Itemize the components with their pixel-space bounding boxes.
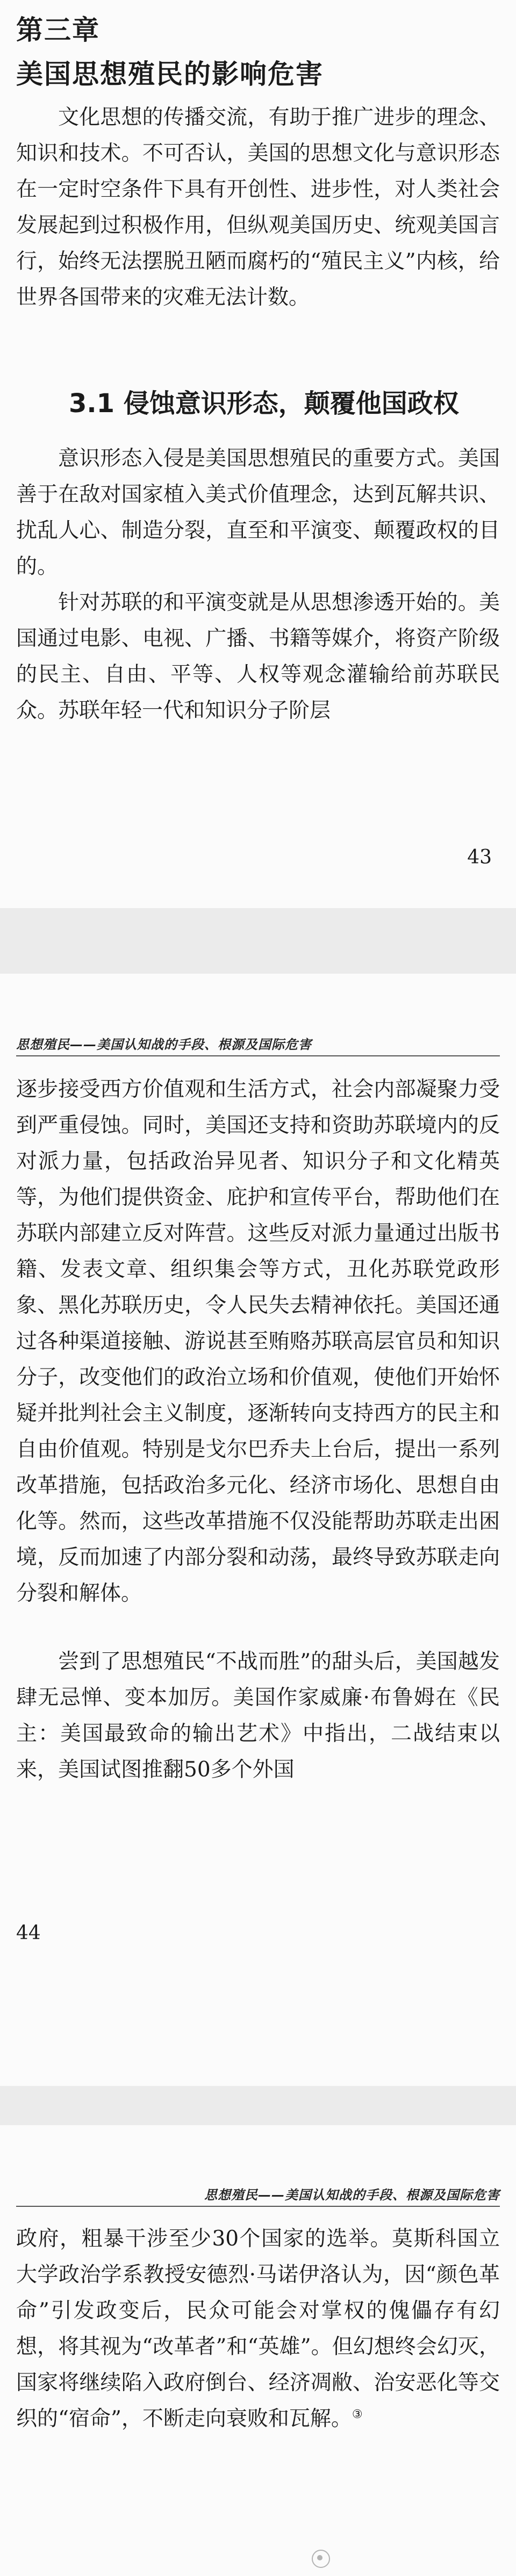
- body-paragraph: 尝到了思想殖民“不战而胜”的甜头后，美国越发肆无忌惮、变本加厉。美国作家威廉·布鲁姆在《民主：美国最致命的输出艺术》中指出，二战结束以来，美国试图推翻50多个外国: [16, 1650, 500, 1782]
- header-rule: [16, 2206, 500, 2207]
- section-heading: 3.1 侵蚀意识形态，颠覆他国政权: [69, 388, 459, 419]
- watermark: [312, 2550, 333, 2568]
- running-header: 思想殖民——美国认知战的手段、根源及国际危害: [16, 1037, 312, 1052]
- document-page: [0, 2125, 516, 2576]
- document-page: [0, 974, 516, 2086]
- chapter-title: 第三章: [16, 14, 100, 46]
- body-paragraph: 针对苏联的和平演变就是从思想渗透开始的。美国通过电影、电视、广播、书籍等媒介，将资产阶级的民主、自由、平等、人权等观念灌输给前苏联民众。苏联年轻一代和知识分子阶层: [16, 591, 500, 723]
- body-paragraph: 逐步接受西方价值观和生活方式，社会内部凝聚力受到严重侵蚀。同时，美国还支持和资助苏联境内的反对派力量，包括政治异见者、知识分子和文化精英等，为他们提供资金、庇护和宣传平台，帮助他们在苏联内部建立反对阵营。这些反对派力量通过出版书籍、发表文章、组织集会等方式，丑化苏联党政形象、黑化苏联历史，令人民失去精神依托。美国还通过各种渠道接触、游说甚至贿赂苏联高层官员和知识分子，改变他们的政治立场和价值观，使他们开始怀疑并批判社会主义制度，逐渐转向支持西方的民主和自由价值观。特别是戈尔巴乔夫上台后，提出一系列改革措施，包括政治多元化、经济市场化、思想自由化等。然而，这些改革措施不仅没能帮助苏联走出困境，反而加速了内部分裂和动荡，最终导致苏联走向分裂和解体。: [16, 1077, 500, 1606]
- header-rule: [16, 1055, 500, 1056]
- body-paragraph: 文化思想的传播交流，有助于推广进步的理念、知识和技术。不可否认，美国的思想文化与意识形态在一定时空条件下具有开创性、进步性，对人类社会发展起到过积极作用，但纵观美国历史、统观美国言行，始终无法摆脱丑陋而腐朽的“殖民主义”内核，给世界各国带来的灾难无法计数。: [16, 105, 500, 310]
- chapter-subtitle: 美国思想殖民的影响危害: [16, 58, 324, 90]
- page-number: 44: [16, 1922, 41, 1944]
- body-paragraph-text: 政府，粗暴干涉至少30个国家的选举。莫斯科国立大学政治学系教授安德烈·马诺伊洛认为，因“颜色革命”引发政变后，民众可能会对掌权的傀儡存有幻想，将其视为“改革者”和“英雄”。但幻想终会幻灭，国家将继续陷入政府倒台、经济凋敝、治安恶化等交织的“宿命”，不断走向衰败和瓦解。: [16, 2227, 500, 2431]
- running-header: 思想殖民——美国认知战的手段、根源及国际危害: [204, 2188, 500, 2203]
- footnote-mark: ③: [352, 2408, 363, 2421]
- page-number: 43: [467, 846, 492, 868]
- weibo-icon: [312, 2550, 330, 2568]
- body-paragraph: [16, 2221, 500, 2437]
- document-page: [0, 0, 516, 908]
- body-paragraph: 意识形态入侵是美国思想殖民的重要方式。美国善于在敌对国家植入美式价值理念，达到瓦解共识、扰乱人心、制造分裂，直至和平演变、颠覆政权的目的。: [16, 447, 500, 579]
